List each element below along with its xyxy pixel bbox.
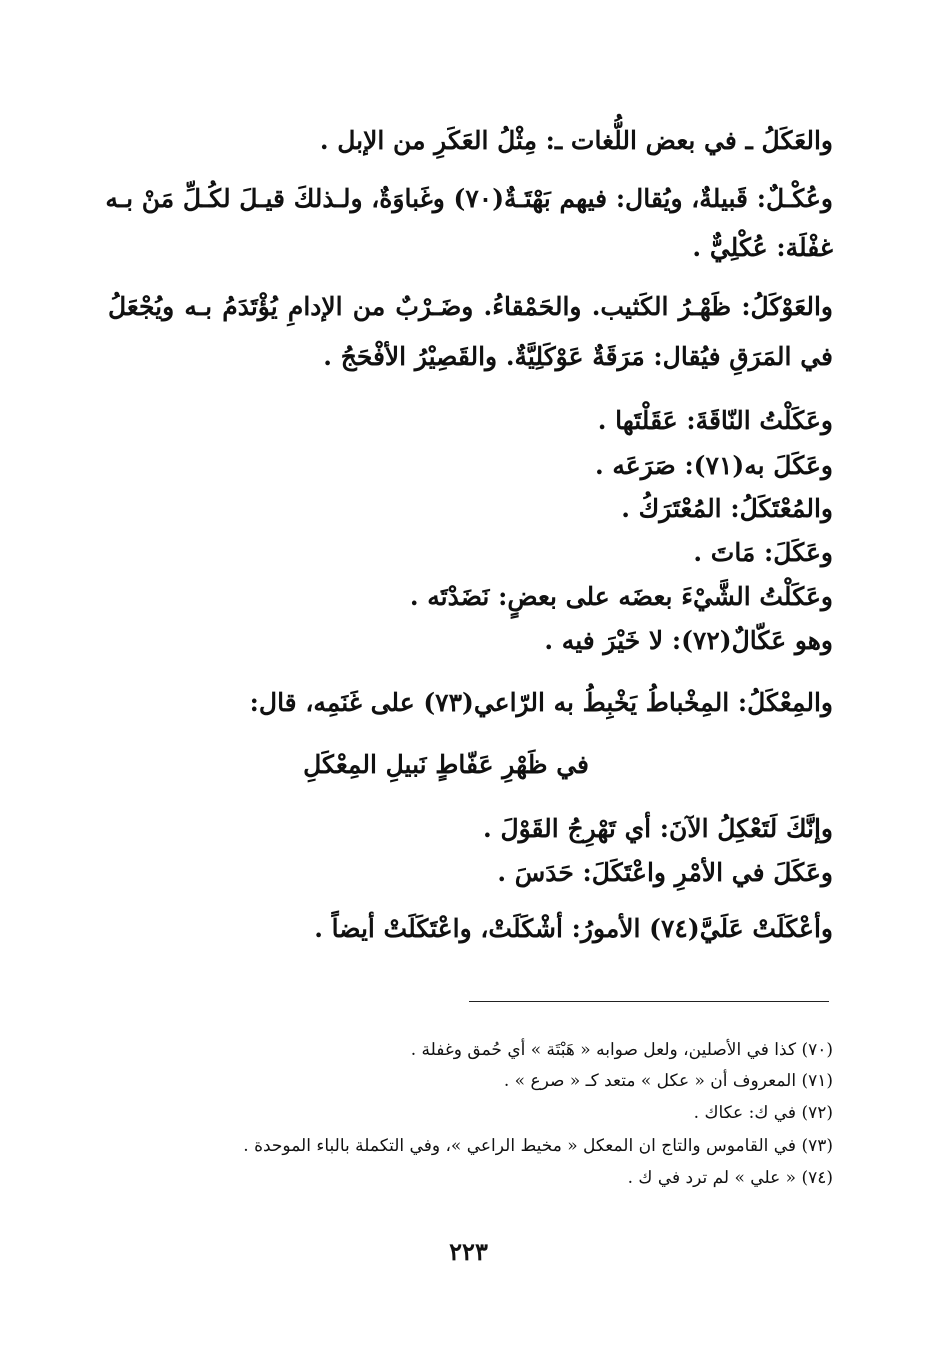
entry-line-9: وعَكَلَ: مَاتَ . — [693, 538, 833, 567]
entry-line-3: غفْلَة: عُكْلِيٌّ . — [692, 233, 833, 262]
footnote-72: (٧٢) في ك: عكاك . — [693, 1103, 833, 1123]
entry-line-14: وعَكَلَ في الأمْرِ واعْتَكَلَ: حَدَسَ . — [497, 858, 833, 887]
entry-line-10: وعَكَلْتُ الشَّيْءَ بعضَه على بعضٍ: نَضَدْتَه . — [409, 582, 833, 611]
entry-line-1: والعَكَلُ ـ في بعض اللُّغات ـ: مِثْلُ العَكَرِ من الإبل . — [319, 126, 833, 155]
entry-line-11: وهو عَكّالٌ(٧٢): لا خَيْرَ فيه . — [544, 626, 833, 655]
entry-line-8: والمُعْتَكَلُ: المُعْتَرَكُ . — [621, 494, 833, 523]
entry-line-13: وإنَّكَ لَتَعْكِلُ الآنَ: أي تَهْرِجُ القَوْلَ . — [483, 814, 833, 843]
entry-line-7: وعَكَلَ به(٧١): صَرَعَه . — [595, 451, 833, 480]
entry-line-12: والمِعْكَلُ: المِخْباطُ يَخْبِطُ به الرّاعي(٧٣) على غَنَمِه، قال: — [249, 688, 833, 717]
footnote-separator — [469, 1001, 829, 1002]
page-number: ٢٢٣ — [449, 1237, 488, 1266]
footnote-70: (٧٠) كذا في الأصلين، ولعل صوابه « هَبْتَة » أي حُمق وغفلة . — [410, 1040, 833, 1060]
entry-line-6: وعَكَلْتُ النّاقَةَ: عَقَلْتَها . — [597, 406, 833, 435]
entry-line-15: وأعْكَلَتْ عَلَيَّ(٧٤) الأمورُ: أشْكَلَتْ، واعْتَكَلَتْ أيضاً . — [314, 914, 833, 943]
footnote-71: (٧١) المعروف أن « عكل » متعد كـ « صرع » . — [503, 1071, 833, 1091]
entry-line-2: وعُكْـلٌ: قَبيلةٌ، ويُقال: فيهم بَهْتَـةٌ(٧٠) وغَباوَةٌ، ولـذلكَ قيـلَ لكُـلِّ مَنْ بـه — [105, 184, 833, 213]
footnote-73: (٧٣) في القاموس والتاج ان المعكل « مخيط الراعي »، وفي التكملة بالباء الموحدة . — [243, 1136, 833, 1156]
entry-line-4: والعَوْكَلُ: ظَهْـرُ الكَثيب. والحَمْقاءُ. وضَـرْبٌ من الإدامِ يُؤْتَدَمُ بـه ويُجْعَلُ — [108, 292, 833, 321]
footnote-74: (٧٤) « علي » لم ترد في ك . — [627, 1168, 833, 1188]
entry-line-5: في المَرَقِ فيُقال: مَرَقَةٌ عَوْكَلِيَّةٌ. والقَصِيْرُ الأفْحَجُ . — [323, 342, 833, 371]
verse-line: في ظَهْرِ عَفّاطٍ نَبيلِ المِعْكَلِ — [303, 750, 589, 779]
